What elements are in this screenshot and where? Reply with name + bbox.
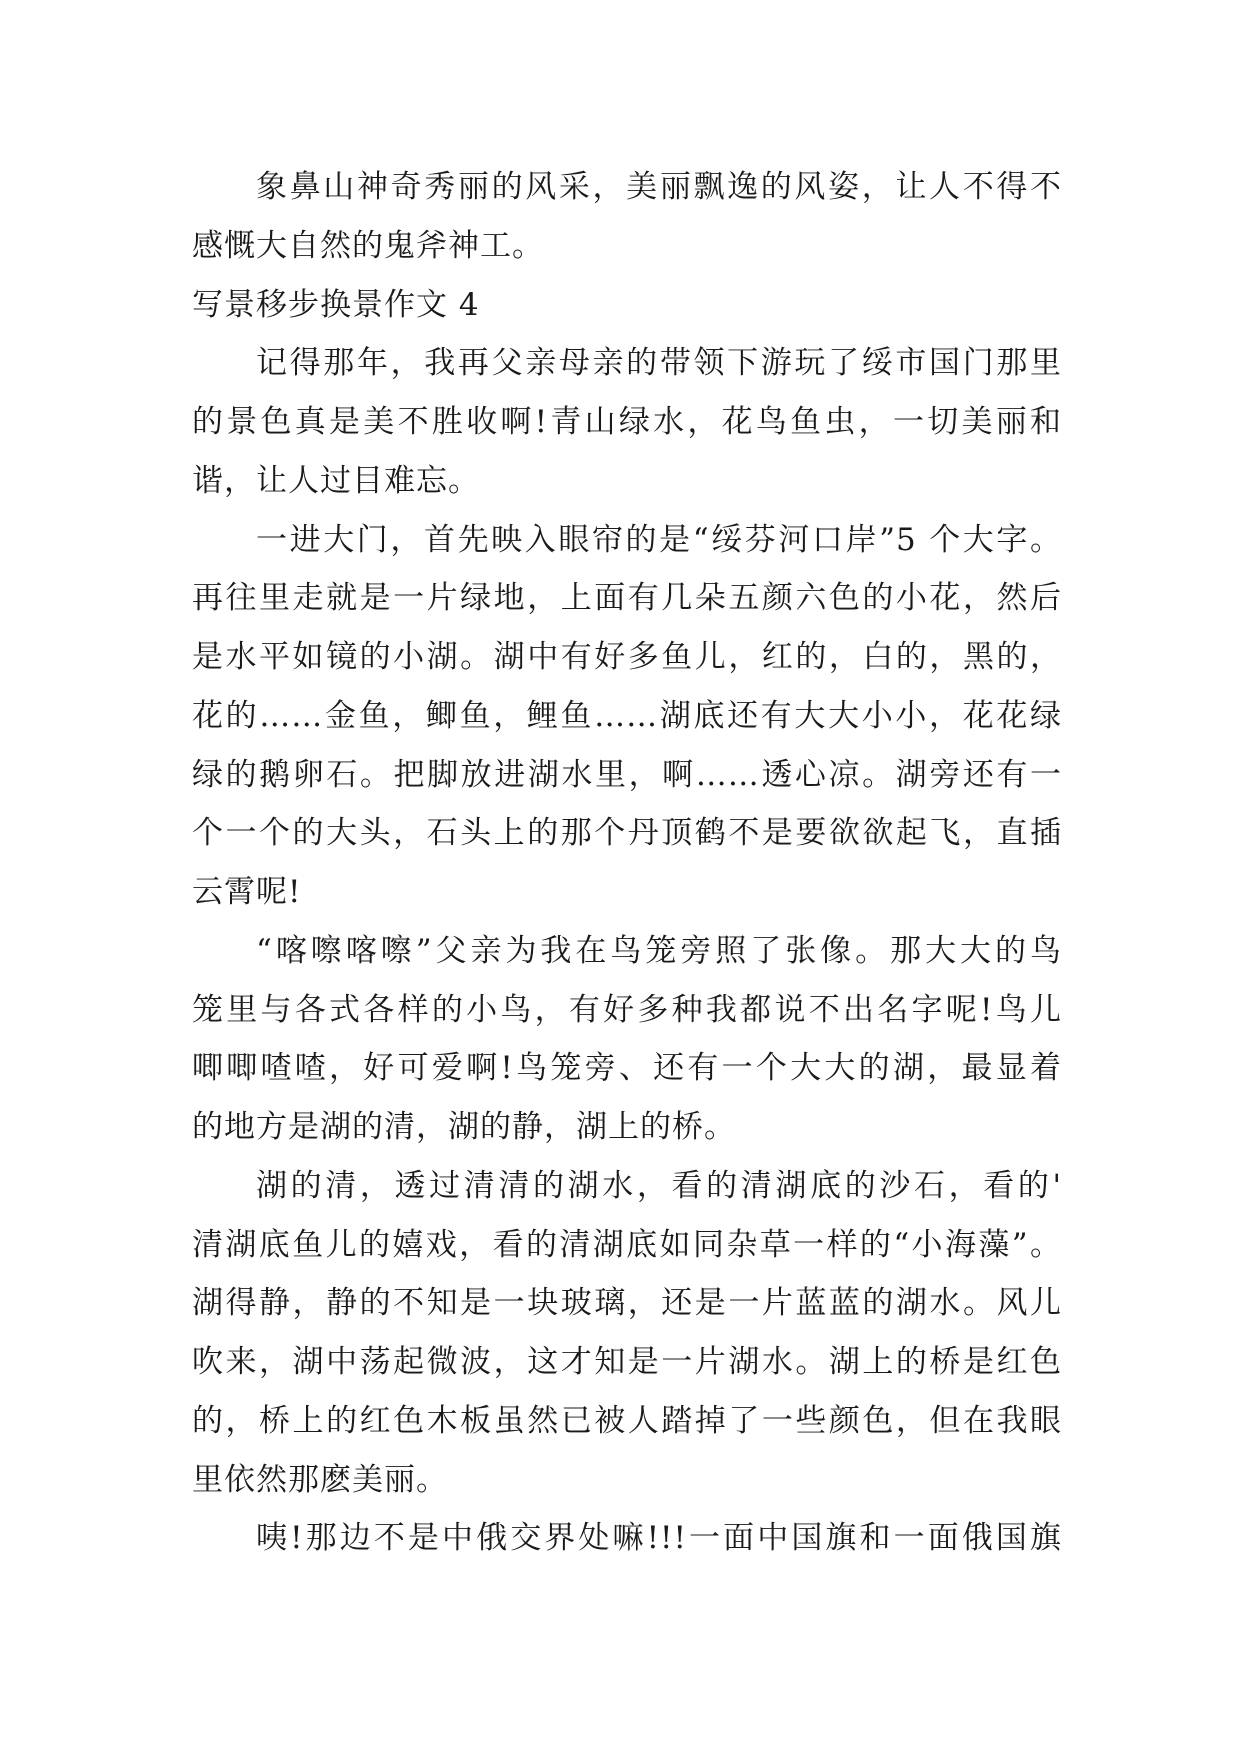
paragraph-line: 的景色真是美不胜收啊!青山绿水，花鸟鱼虫，一切美丽和 — [192, 404, 1062, 440]
paragraph-line: 一进大门，首先映入眼帘的是“绥芬河口岸”5 个大字。 — [256, 522, 1062, 558]
paragraph-line: 再往里走就是一片绿地，上面有几朵五颜六色的小花，然后 — [192, 580, 1062, 616]
paragraph-line: 谐，让人过目难忘。 — [192, 463, 480, 499]
paragraph-line: 湖得静，静的不知是一块玻璃，还是一片蓝蓝的湖水。风儿 — [192, 1285, 1062, 1321]
paragraph-line: 里依然那麽美丽。 — [192, 1462, 448, 1498]
paragraph-line: 唧唧喳喳，好可爱啊!鸟笼旁、还有一个大大的湖，最显着 — [192, 1050, 1062, 1086]
paragraph-line: 的，桥上的红色木板虽然已被人踏掉了一些颜色，但在我眼 — [192, 1403, 1062, 1439]
paragraph-line: 湖的清，透过清清的湖水，看的清湖底的沙石，看的' — [256, 1168, 1062, 1204]
paragraph-line: 笼里与各式各样的小鸟，有好多种我都说不出名字呢!鸟儿 — [192, 992, 1062, 1028]
paragraph-line: 象鼻山神奇秀丽的风采，美丽飘逸的风姿，让人不得不 — [256, 169, 1062, 205]
paragraph-line: 感慨大自然的鬼斧神工。 — [192, 228, 544, 264]
paragraph-line: 清湖底鱼儿的嬉戏，看的清湖底如同杂草一样的“小海藻”。 — [192, 1227, 1062, 1263]
paragraph-line: 是水平如镜的小湖。湖中有好多鱼儿，红的，白的，黑的， — [192, 639, 1062, 675]
paragraph-line: 记得那年，我再父亲母亲的带领下游玩了绥市国门那里 — [256, 345, 1062, 381]
paragraph-line: 的地方是湖的清，湖的静，湖上的桥。 — [192, 1109, 736, 1145]
paragraph-line: 绿的鹅卵石。把脚放进湖水里，啊……透心凉。湖旁还有一 — [192, 757, 1062, 793]
paragraph-line: “喀嚓喀嚓”父亲为我在鸟笼旁照了张像。那大大的鸟 — [256, 933, 1062, 969]
paragraph-line: 个一个的大头，石头上的那个丹顶鹤不是要欲欲起飞，直插 — [192, 815, 1062, 851]
paragraph-line: 云霄呢! — [192, 874, 302, 910]
paragraph-line: 咦!那边不是中俄交界处嘛!!!一面中国旗和一面俄国旗 — [256, 1520, 1062, 1556]
paragraph-line: 花的……金鱼，鲫鱼，鲤鱼……湖底还有大大小小，花花绿 — [192, 698, 1062, 734]
section-heading: 写景移步换景作文 4 — [192, 287, 480, 323]
paragraph-line: 吹来，湖中荡起微波，这才知是一片湖水。湖上的桥是红色 — [192, 1344, 1062, 1380]
